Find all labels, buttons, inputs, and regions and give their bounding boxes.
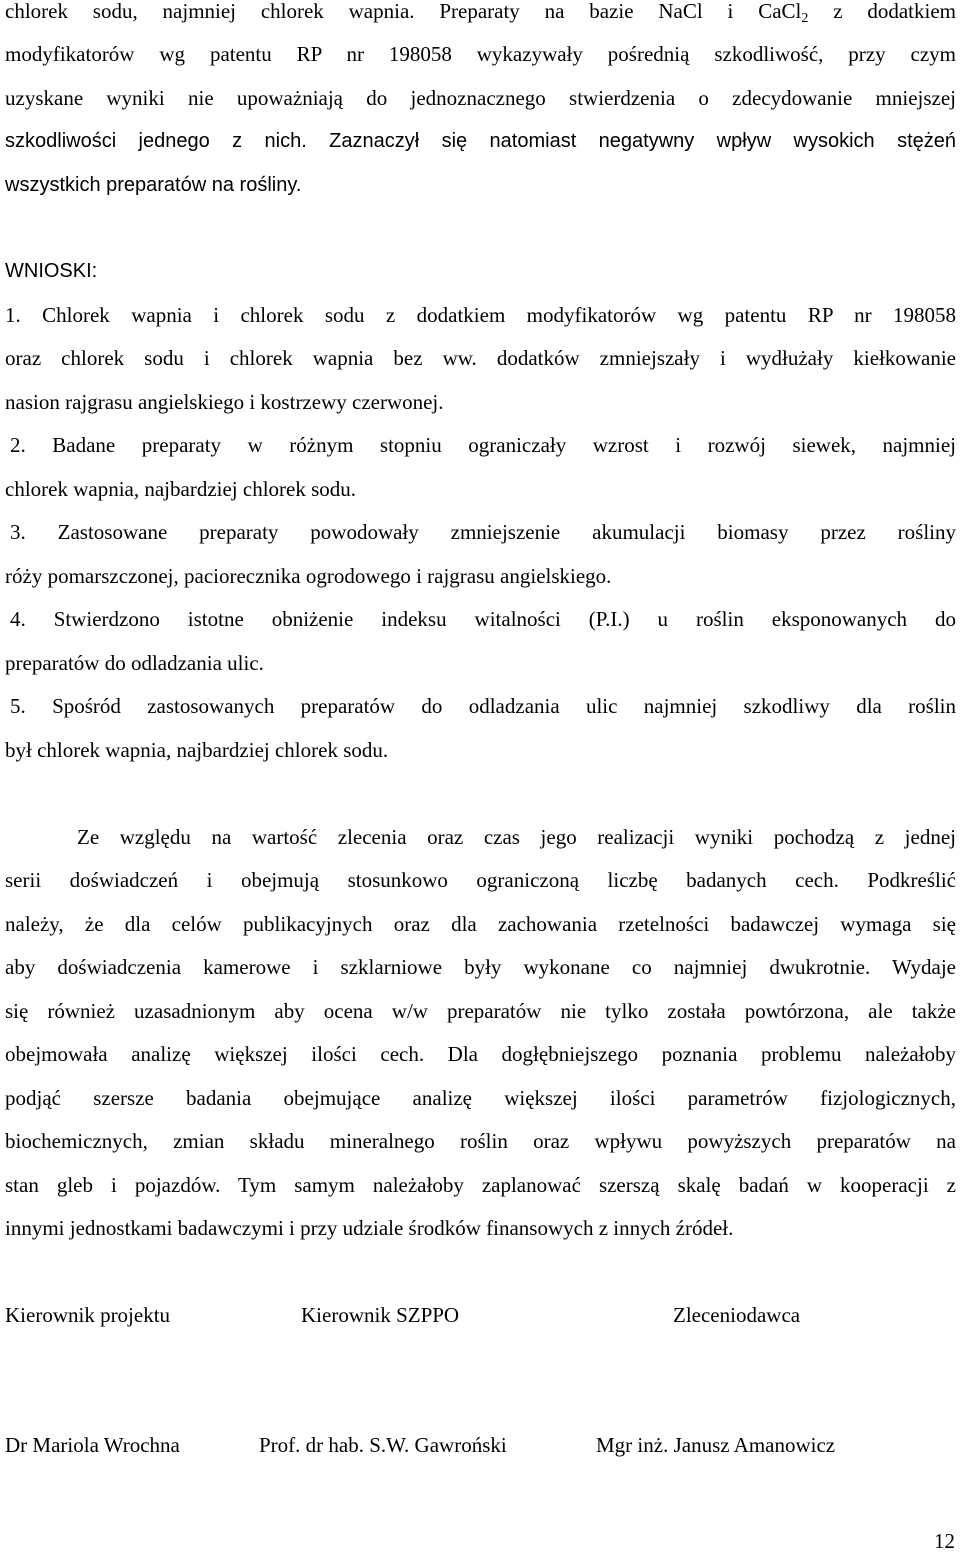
subscript: 2 bbox=[801, 11, 809, 26]
text-span: chlorek sodu, najmniej chlorek wapnia. Preparaty na bazie NaCl i CaCl bbox=[5, 0, 802, 23]
text-line: oraz chlorek sodu i chlorek wapnia bez ww. dodatków zmniejszały i wydłużały kiełkowanie bbox=[5, 346, 956, 370]
text-line: serii doświadczeń i obejmują stosunkowo ograniczoną liczbę badanych cech. Podkreślić bbox=[5, 868, 956, 892]
text-line bbox=[5, 431, 956, 459]
signature-role: Kierownik SZPPO bbox=[301, 1303, 460, 1327]
text-line: się również uzasadnionym aby ocena w/w preparatów nie tylko została powtórzona, ale także bbox=[5, 999, 956, 1023]
item-number: 3. bbox=[10, 520, 26, 544]
text-line: wszystkich preparatów na rośliny. bbox=[5, 174, 302, 196]
text-line: podjąć szersze badania obejmujące analizę większej ilości parametrów fizjologicznych, bbox=[5, 1086, 956, 1110]
text-line: obejmowała analizę większej ilości cech. Dla dogłębniejszego poznania problemu należałoby bbox=[5, 1042, 956, 1066]
page-number: 12 bbox=[934, 1529, 955, 1553]
signature-name: Prof. dr hab. S.W. Gawroński bbox=[259, 1433, 507, 1457]
item-number: 1. bbox=[5, 303, 21, 327]
item-number: 5. bbox=[10, 694, 26, 718]
item-number: 4. bbox=[10, 607, 26, 631]
signature-role: Kierownik projektu bbox=[5, 1303, 171, 1327]
text-line: stan gleb i pojazdów. Tym samym należałoby zaplanować szerszą skalę badań w kooperacji z bbox=[5, 1173, 956, 1197]
text-line bbox=[5, 301, 956, 329]
text-span: Zastosowane preparaty powodowały zmniejszenie akumulacji biomasy przez rośliny bbox=[57, 520, 956, 544]
text-line: aby doświadczenia kamerowe i szklarniowe były wykonane co najmniej dwukrotnie. Wydaje bbox=[5, 955, 956, 979]
text-line: biochemicznych, zmian składu mineralnego roślin oraz wpływu powyższych preparatów na bbox=[5, 1129, 956, 1153]
signature-name: Dr Mariola Wrochna bbox=[5, 1433, 180, 1457]
text-line: preparatów do odladzania ulic. bbox=[5, 651, 264, 675]
text-line bbox=[5, 518, 956, 546]
signature-role: Zleceniodawca bbox=[673, 1303, 801, 1327]
item-number: 2. bbox=[10, 433, 26, 457]
text-line: uzyskane wyniki nie upoważniają do jednoznacznego stwierdzenia o zdecydowanie mniejszej bbox=[5, 86, 956, 110]
text-line: Ze względu na wartość zlecenia oraz czas jego realizacji wyniki pochodzą z jednej bbox=[77, 825, 956, 849]
text-line bbox=[5, 605, 956, 633]
signature-name: Mgr inż. Janusz Amanowicz bbox=[596, 1433, 836, 1457]
text-line: róży pomarszczonej, paciorecznika ogrodowego i rajgrasu angielskiego. bbox=[5, 564, 612, 588]
text-line: był chlorek wapnia, najbardziej chlorek sodu. bbox=[5, 738, 389, 762]
text-span: Badane preparaty w różnym stopniu ograniczały wzrost i rozwój siewek, najmniej bbox=[52, 433, 957, 457]
text-line bbox=[5, 692, 956, 720]
text-span: Stwierdzono istotne obniżenie indeksu witalności (P.I.) u roślin eksponowanych do bbox=[53, 607, 956, 631]
text-span: Chlorek wapnia i chlorek sodu z dodatkiem modyfikatorów wg patentu RP nr 198058 bbox=[42, 303, 957, 327]
text-line: chlorek wapnia, najbardziej chlorek sodu. bbox=[5, 477, 357, 501]
text-line: modyfikatorów wg patentu RP nr 198058 wykazywały pośrednią szkodliwość, przy czym bbox=[5, 42, 956, 66]
text-line bbox=[5, 0, 956, 25]
text-line: innymi jednostkami badawczymi i przy udziale środków finansowych z innych źródeł. bbox=[5, 1216, 734, 1240]
text-span: Spośród zastosowanych preparatów do odladzania ulic najmniej szkodliwy dla roślin bbox=[52, 694, 956, 718]
text-line: nasion rajgrasu angielskiego i kostrzewy czerwonej. bbox=[5, 390, 444, 414]
text-line: szkodliwości jednego z nich. Zaznaczył się natomiast negatywny wpływ wysokich stężeń bbox=[5, 130, 956, 152]
text-span: z dodatkiem bbox=[808, 0, 956, 23]
section-heading: WNIOSKI: bbox=[5, 260, 98, 282]
text-line: należy, że dla celów publikacyjnych oraz dla zachowania rzetelności badawczej wymaga się bbox=[5, 912, 956, 936]
